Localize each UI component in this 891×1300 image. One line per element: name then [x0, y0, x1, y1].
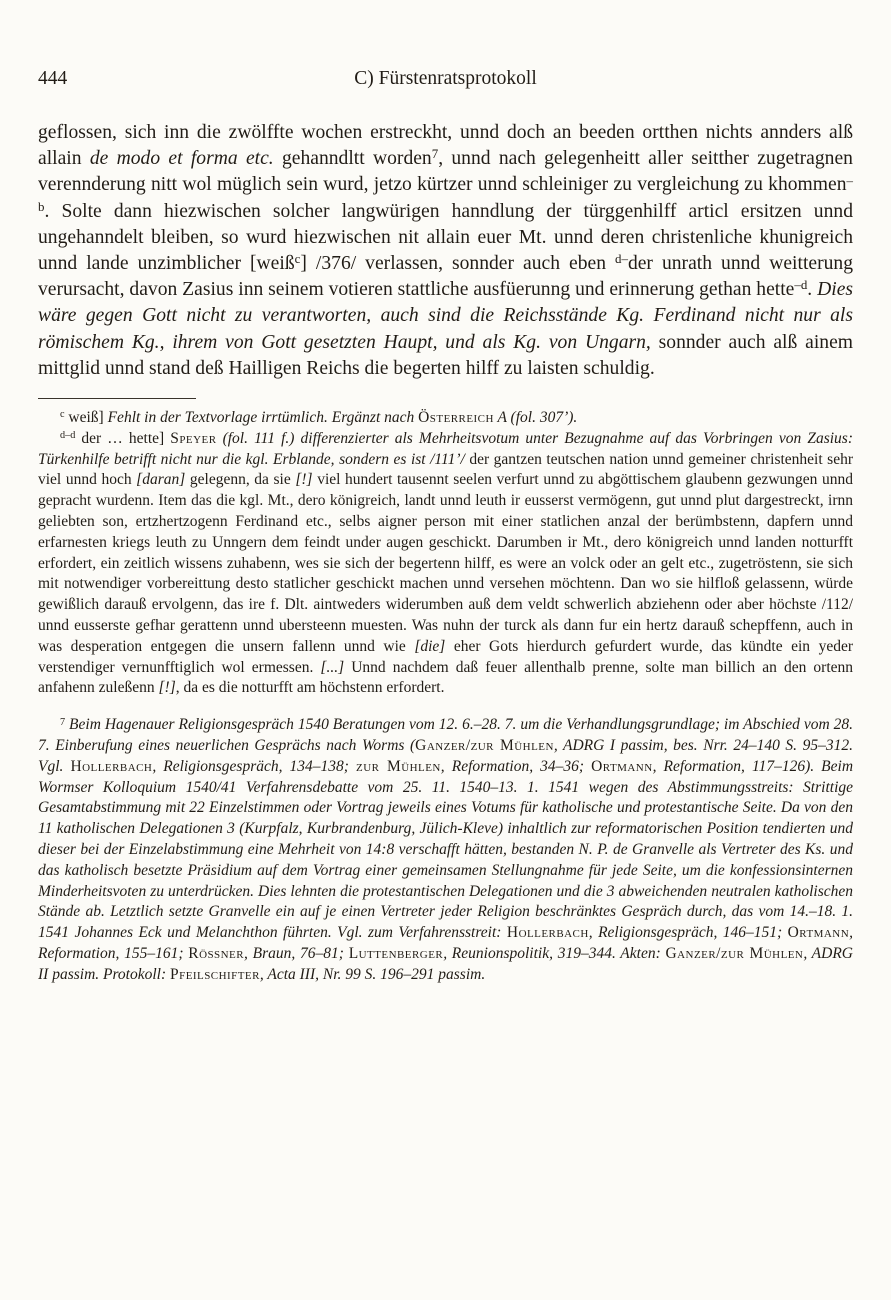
text-segment-sc: zur Mühlen	[356, 757, 441, 775]
text-segment-sc: Pfeilschifter	[170, 965, 260, 983]
text-segment-roman: eher Gots hierdurch gefurdert wurde, das kündte ein yeder verstendiger vernunfftiglich wol ermessen.	[38, 637, 853, 676]
text-segment-sup: –d	[794, 277, 808, 293]
text-segment-italic: Fehlt in der Textvorlage irrtümlich. Ergänzt nach	[107, 409, 419, 427]
text-segment-roman: Unnd nachdem daß feuer allenthalb prenne, solte man billich an den ortenn anfahenn zuleßenn	[38, 658, 854, 697]
text-segment-italic: [!]	[158, 679, 176, 697]
page-body	[38, 120, 853, 986]
text-segment-italic: [...]	[320, 658, 345, 676]
text-segment-italic: [!]	[295, 471, 313, 489]
text-segment-italic: Beim Hagenauer Religionsgespräch 1540 Beratungen vom 12. 6.–28. 7. um die Verhandlungsgrundlage; im Abschied vom 28. 7. Einberufung eines neuerlichen Gesprächs nach Worms (	[38, 716, 853, 754]
text-segment-roman: geflossen, sich inn die zwölffte wochen erstreckht, unnd doch an beeden ortthen nichts annders alß allain	[38, 122, 853, 170]
text-segment-italic: A (fol. 307’).	[493, 409, 578, 427]
text-segment-sup: c	[294, 251, 301, 267]
text-segment-sc: Österreich	[418, 409, 494, 427]
text-segment-italic: Dies wäre gegen Gott nicht zu verantworten, auch sind die Reichsstände Kg. Ferdinand nicht nur als römischem Kg., ihrem von Gott gesetzten Haupt, und als Kg. von Ungarn,	[38, 279, 854, 353]
text-segment-sc: Speyer	[170, 429, 217, 447]
running-head: C) Fürstenratsprotokoll	[354, 68, 537, 89]
text-segment-italic: , Religionsgespräch, 146–151;	[588, 924, 788, 942]
text-segment-roman: viel hundert tausennt seelen verfurt unnd zu abgöttischem glaubenn gezwungen unnd gepracht wurdenn. Item das die kgl. Mt., dero königreich, landt unnd leuth ir eusserst vermögenn, gut unnd plut dargestreckt, irnn geliebten son, ertzhertzogenn Ferdinand etc., selbs aigner person mit einer statlichen anzal der berümbstenn, dapfern unnd erfarnesten kriegs leuth zu Unngern dem feindt under augen geschickt. Darumben ir Mt., dero königreich unnd landen notturfft erfordert, ein zeitlich wissens zuhabenn, wes sie sich der begertenn hilff, es were an volck oder an gelt etc., zugetröstenn, sie sich mit notwendiger vorbereittung desto statlicher geschickt machen unnd versehen möchtenn. Dan wo sie hilfloß gelassenn, würde gewißlich darauß ervolgenn, das ire f. Dlt. aintweders widerumben auß dem veldt schwerlich abziehenn oder aber höchste /112/ unnd eusserste gefhar gerattenn unnd ubersteenn muesten. Was nuhn der turck als dann fur ein hertz darauß schepffenn, auch in was desperation entgegen die unsern fallenn unnd wie	[38, 471, 853, 655]
text-segment-sc: Luttenberger	[348, 944, 444, 962]
text-segment-sc: Rössner	[188, 944, 245, 962]
text-segment-italic: , Reformation, 155–161;	[38, 924, 853, 962]
text-segment-sup: d–d	[60, 430, 76, 442]
text-segment-italic: , Acta III, Nr. 99 S. 196–291 passim.	[259, 965, 486, 983]
text-segment-roman: sonnder auch alß ainem mittglid unnd stand deß Hailligen Reichs die begerten hilff zu laisten schuldig.	[38, 331, 854, 379]
text-segment-sc: Hollerbach	[506, 924, 589, 942]
text-segment-italic: [die]	[414, 637, 446, 655]
text-segment-roman: , unnd nach gelegenheitt aller seitther zugetragnen verennderung nitt wol müglich sein wurd, jetzo kürtzer unnd schleiniger zu vergleichung zu khommen	[38, 148, 853, 196]
text-segment-sup: d–	[615, 251, 628, 267]
text-segment-sc: Ganzer/zur Mühlen	[415, 736, 554, 754]
text-segment-italic: , Reformation, 34–36;	[440, 757, 592, 775]
text-segment-sup: 7	[60, 716, 66, 728]
footnote-separator-rule	[38, 398, 196, 399]
text-segment-sc: Ortmann	[591, 757, 653, 775]
text-segment-roman: der gantzen teutschen nation unnd gemeiner christenheit sehr viel unnd hoch	[38, 450, 854, 489]
text-segment-italic: , Braun, 76–81;	[244, 944, 349, 962]
text-segment-italic: de modo et forma etc.	[89, 148, 274, 170]
text-segment-roman: , da es die notturfft am höchstenn erfordert.	[175, 679, 445, 697]
text-segment-italic: , Reformation, 117–126). Beim Wormser Kolloquium 1540/41 Verfahrensdebatte vom 25. 11. 1540–13. 1. 1541 wegen des Abstimmungsstreits: Strittige Gesamtabstimmung mit 22 Einzelstimmen oder Vortrag jeweils eines Votums für katholische und protestantische Seite. Da von den 11 katholischen Delegationen 3 (Kurpfalz, Kurbrandenburg, Jülich-Kleve) inhaltlich zur reformatorischen Position tendierten und dieser bei der Einzelabstimmung eine Mehrheit von 14:8 verschafft hätten, bestanden N. P. de Granvelle als Vertreter des Ks. und das katholisch besetzte Präsidium auf dem Vortrag einer gemeinsamen Stellungnahme für jede Seite, um die konfessionsinternen Minderheitsvoten zu unterdrücken. Dies lehnten die protestantischen Delegationen und die 3 abweichenden neutralen katholischen Stände ab. Letztlich setzte Granvelle ein auf je einen Vertreter jeder Religion beschränktes Gespräch durch, das vom 14.–18. 1. 1541 Johannes Eck und Melanchthon führten. Vgl. zum Verfahrensstreit:	[38, 757, 854, 942]
text-segment-sc: Ganzer/zur Mühlen	[665, 944, 804, 962]
page-header	[38, 68, 853, 90]
text-segment-italic: (fol. 111 f.) differenzierter als Mehrheitsvotum unter Bezugnahme auf das Vorbringen von Zasius: Türkenhilfe betrifft nicht nur die kgl. Erblande, sondern es ist /111’/	[38, 429, 853, 468]
text-segment-sup: 7	[431, 146, 439, 162]
text-segment-roman: gelegenn, da sie	[185, 471, 296, 489]
text-segment-roman: ] /376/ verlassen, sonnder auch eben	[300, 253, 616, 275]
apparatus-note-d	[38, 429, 853, 699]
text-segment-sc: Hollerbach	[70, 757, 153, 775]
text-segment-italic: , ADRG II passim. Protokoll:	[38, 944, 854, 983]
main-text-paragraph	[38, 120, 853, 382]
text-segment-italic: [daran]	[136, 471, 186, 489]
text-segment-italic: , ADRG I passim, bes. Nrr. 24–140 S. 95–312. Vgl.	[38, 736, 853, 775]
text-segment-roman: weiß]	[64, 409, 108, 427]
text-segment-roman: . Solte dann hiezwischen solcher langwürigen hanndlung der türggenhilff articl ersitzen unnd ungehanndelt bleiben, so wurd hiezwischen nit allain euer Mt. unnd deren christenliche khunigreich unnd lande unzimblicher [weiß	[38, 200, 853, 275]
page-number: 444	[38, 68, 68, 89]
footnote-7	[38, 715, 853, 985]
text-segment-sup: –b	[38, 172, 853, 214]
text-segment-italic: , Religionsgespräch, 134–138;	[152, 757, 357, 775]
text-segment-italic: , Reunionspolitik, 319–344. Akten:	[443, 944, 666, 962]
text-segment-roman: der … hette]	[75, 429, 171, 447]
text-segment-sup: c	[60, 409, 65, 421]
text-segment-roman: .	[807, 279, 818, 301]
apparatus-note-c	[38, 408, 853, 429]
text-segment-sc: Ortmann	[787, 924, 850, 942]
text-segment-roman: gehanndltt worden	[273, 148, 432, 170]
text-segment-roman: der unrath unnd weitterung verursacht, davon Zasius inn seinem votieren stattliche ausfüerunng und erinnerung gethan hette	[38, 253, 853, 301]
